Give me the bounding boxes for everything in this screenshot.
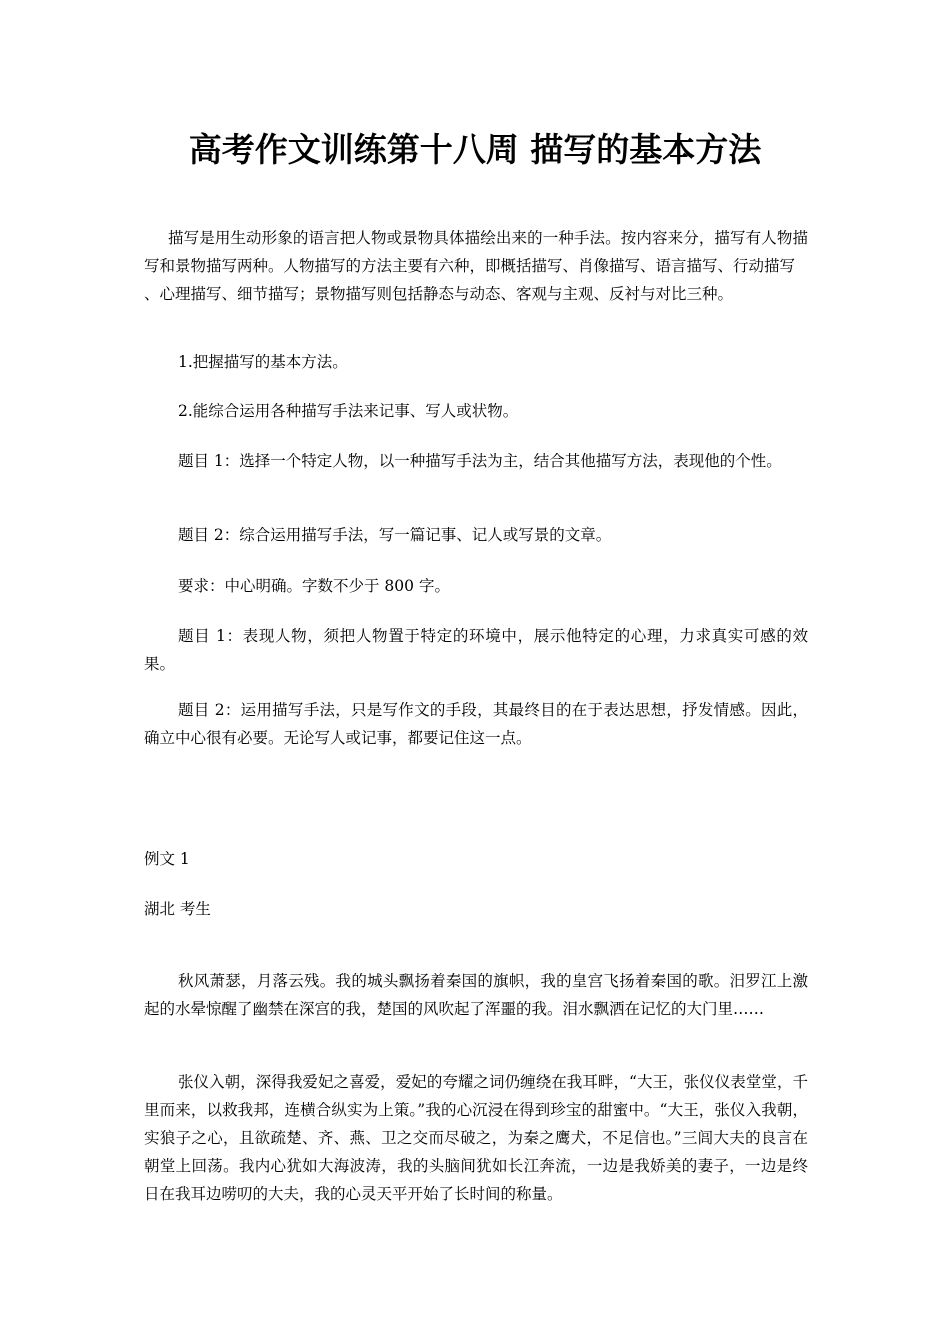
example-paragraph-1: 秋风萧瑟，月落云残。我的城头飘扬着秦国的旗帜，我的皇宫飞扬着秦国的歌。汨罗江上激起的水晕惊醒了幽禁在深宫的我，楚国的风吹起了浑噩的我。泪水飘洒在记忆的大门里…… xyxy=(144,972,808,1018)
intro-line-1: 描写是用生动形象的语言把人物或景物具体描绘出来的一种手法。按内容来分，描写有人物描写和景物描写两种。人物描写的方法主要有六种，即概括描写、肖像描写、语言描写、行动描写 xyxy=(144,229,808,275)
example-label: 例文 1 xyxy=(144,850,190,868)
document-title: 高考作文训练第十八周 描写的基本方法 xyxy=(188,130,762,169)
note-1: 题目 1：表现人物，须把人物置于特定的环境中，展示他特定的心理，力求真实可感的效果。 xyxy=(144,627,808,673)
topic-1: 题目 1：选择一个特定人物，以一种描写手法为主，结合其他描写方法，表现他的个性。 xyxy=(178,452,782,470)
goal-1: 1.把握描写的基本方法。 xyxy=(178,353,348,371)
example-paragraph-2: 张仪入朝，深得我爱妃之喜爱，爱妃的夸耀之词仍缠绕在我耳畔，“大王，张仪仪表堂堂，千里而来，以救我邦，连横合纵实为上策。”我的心沉浸在得到珍宝的甜蜜中。“大王，张仪入我朝，实狼子之心，且欲疏楚、齐、燕、卫之交而尽破之，为秦之鹰犬，不足信也。”三闾大夫的良言在朝堂上回荡。我内心犹如大海波涛，我的头脑间犹如长江奔流，一边是我娇美的妻子，一边是终日在我耳边唠叨的大夫，我的心灵天平开始了长时间的称量。 xyxy=(144,1073,808,1203)
topic-2: 题目 2：综合运用描写手法，写一篇记事、记人或写景的文章。 xyxy=(178,526,612,544)
goal-2: 2.能综合运用各种描写手法来记事、写人或状物。 xyxy=(178,402,519,420)
example-author: 湖北 考生 xyxy=(144,900,211,918)
requirement: 要求：中心明确。字数不少于 800 字。 xyxy=(178,577,450,595)
note-2: 题目 2：运用描写手法，只是写作文的手段，其最终目的在于表达思想，抒发情感。因此，确立中心很有必要。无论写人或记事，都要记住这一点。 xyxy=(144,701,808,747)
intro-paragraph xyxy=(144,224,808,308)
intro-line-2: 、心理描写、细节描写；景物描写则包括静态与动态、客观与主观、反衬与对比三种。 xyxy=(144,285,734,303)
